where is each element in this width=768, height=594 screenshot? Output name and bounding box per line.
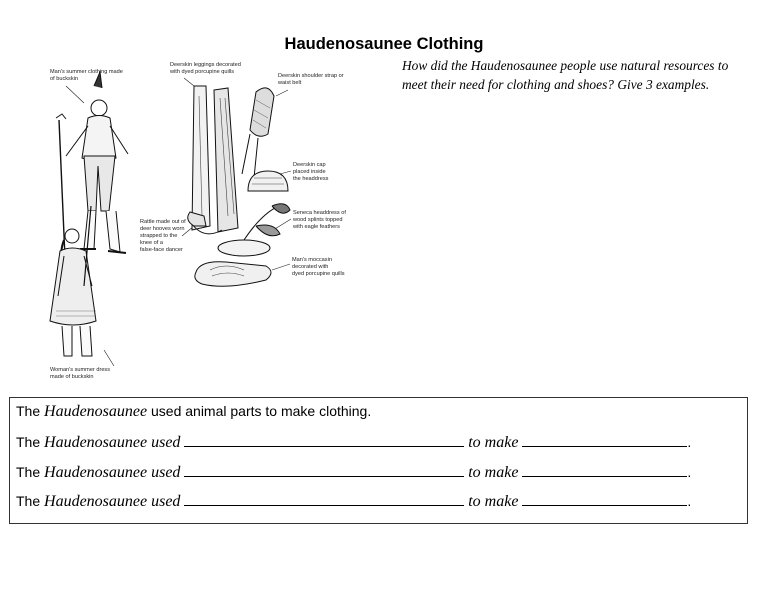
row-end: . (687, 434, 692, 450)
woman-figure-drawing (50, 206, 96, 356)
row-middle: to make (468, 434, 519, 451)
item-blank[interactable] (522, 432, 687, 447)
clothing-illustration (44, 56, 374, 386)
caption-moccasin: Man's moccasin decorated with dyed porcupine quills (292, 257, 345, 277)
answer-box (9, 397, 748, 524)
caption-headdress: Seneca headdress of wood splints topped with eagle feathers (293, 210, 346, 230)
resource-blank[interactable] (184, 432, 464, 447)
caption-rattle: Rattle made out of deer hooves worn strapped to the knee of a false-face dancer (140, 219, 186, 253)
caption-man-summer: Man's summer clothing made of buckskin (50, 69, 123, 82)
answer-row (16, 491, 691, 511)
item-blank[interactable] (522, 462, 687, 477)
resource-blank[interactable] (184, 462, 464, 477)
example-sentence (16, 403, 371, 421)
answer-row (16, 462, 691, 482)
example-subject: Haudenosaunee (44, 403, 148, 420)
row-prefix: The (16, 464, 41, 480)
example-rest: used animal parts to make clothing. (151, 403, 372, 419)
row-end: . (687, 493, 692, 509)
clothing-illustration-svg (44, 56, 374, 386)
caption-cap: Deerskin cap placed inside the headdress (293, 162, 329, 182)
row-subject: Haudenosaunee used (44, 464, 181, 481)
row-middle: to make (468, 493, 519, 510)
item-blank[interactable] (522, 491, 687, 506)
leggings-drawing (192, 86, 238, 234)
example-prefix: The (16, 403, 41, 419)
moccasin-drawing (195, 262, 271, 287)
resource-blank[interactable] (184, 491, 464, 506)
row-middle: to make (468, 464, 519, 481)
row-prefix: The (16, 493, 41, 509)
caption-woman-dress: Woman's summer dress made of buckskin (50, 367, 111, 380)
row-prefix: The (16, 434, 41, 450)
row-subject: Haudenosaunee used (44, 493, 181, 510)
caption-leggings: Deerskin leggings decorated with dyed porcupine quills (170, 62, 241, 75)
row-end: . (687, 464, 692, 480)
answer-row (16, 432, 691, 452)
question-text: How did the Haudenosaunee people use natural resources to meet their need for clothing and shoes? Give 3 examples. (402, 58, 729, 92)
shoulder-strap-drawing (242, 88, 274, 178)
row-subject: Haudenosaunee used (44, 434, 181, 451)
caption-shoulder-strap: Deerskin shoulder strap or waist belt (278, 73, 344, 86)
page-title: Haudenosaunee Clothing (284, 35, 484, 53)
